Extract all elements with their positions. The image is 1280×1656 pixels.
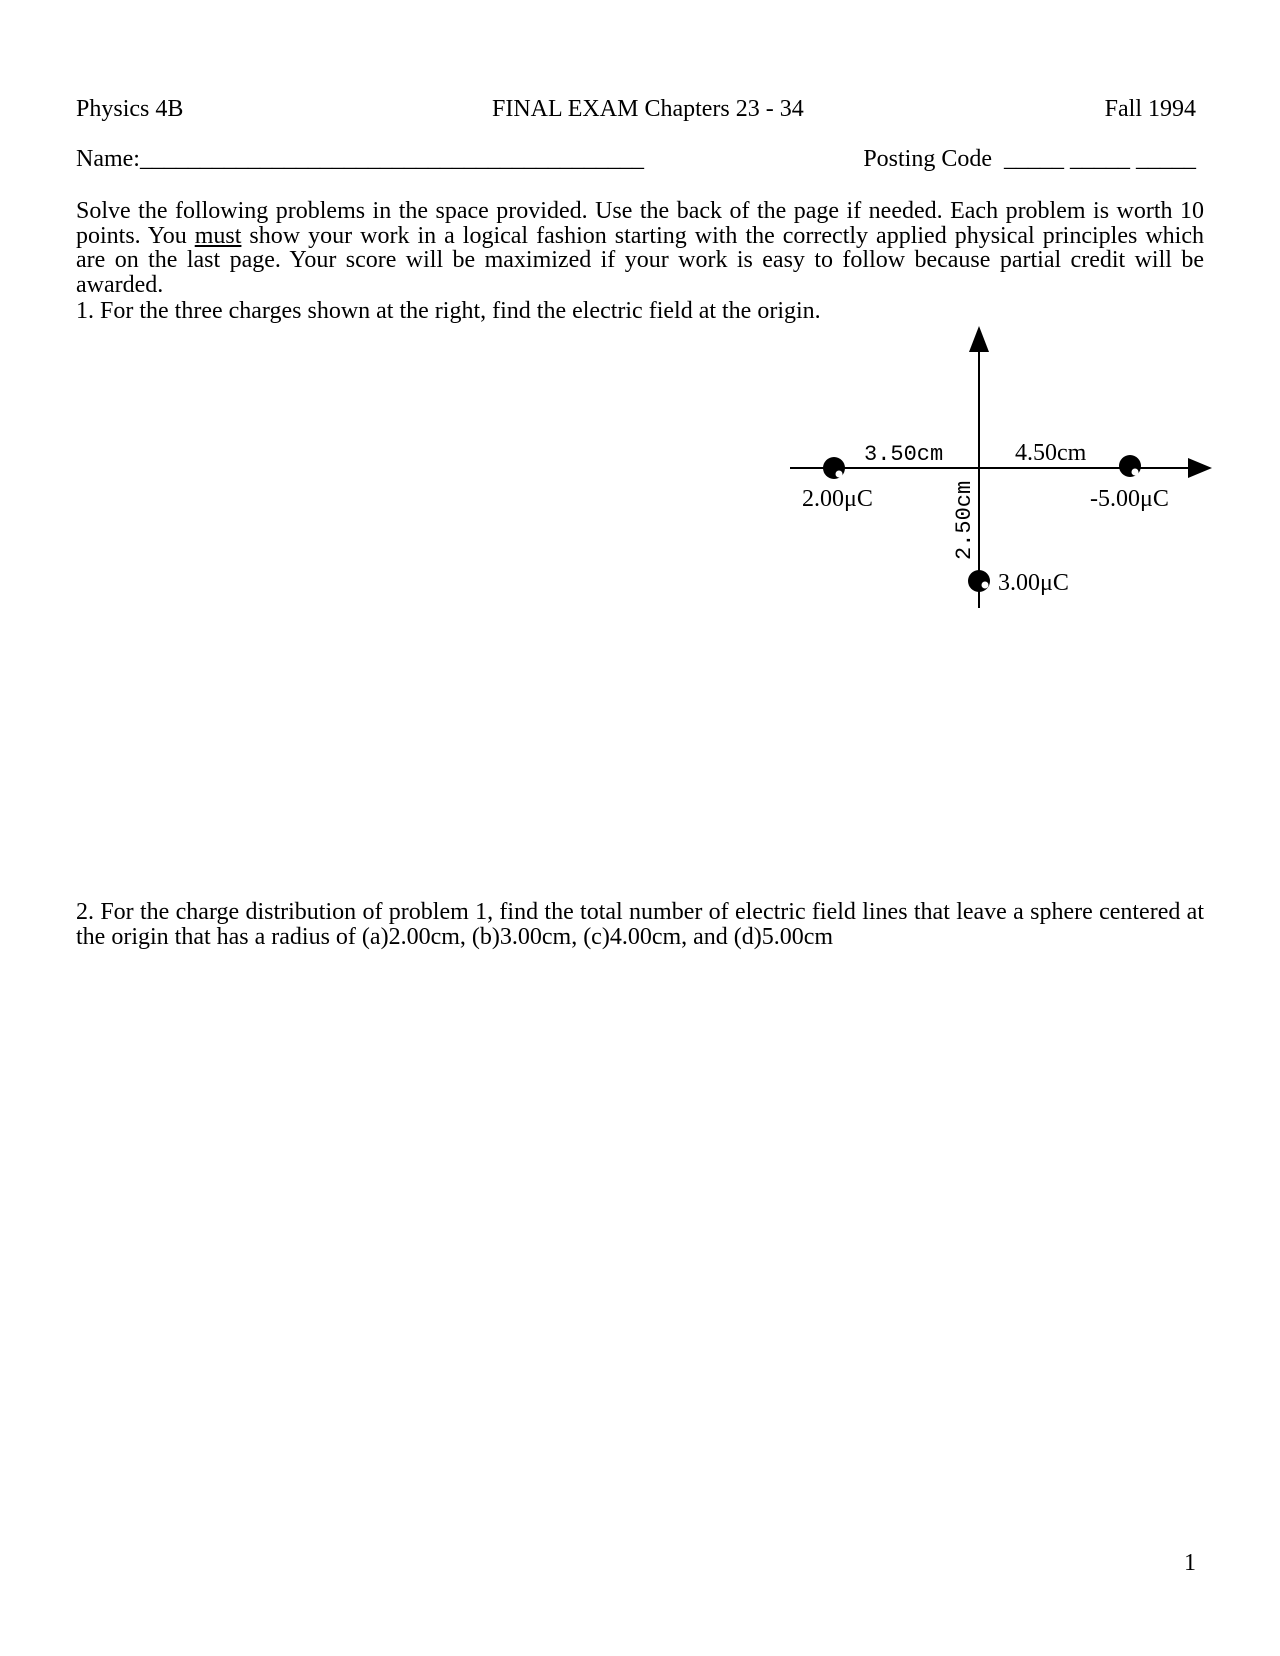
problem-1-text: 1. For the three charges shown at the right, find the electric field at the origin.: [76, 298, 821, 324]
exam-title: FINAL EXAM Chapters 23 - 34: [492, 96, 804, 122]
charge-marker-right: [1119, 455, 1141, 477]
charge-marker-bottom: [968, 570, 990, 592]
charge-marker-left: [823, 457, 845, 479]
page-number: 1: [1184, 1550, 1196, 1576]
charge-bottom-label: 3.00μC: [998, 570, 1069, 596]
posting-code-blanks[interactable]: _____ _____ _____: [1004, 146, 1196, 172]
problem-2-text: 2. For the charge distribution of problem 1, find the total number of electric field lines that leave a sphere centered at the origin that has a radius of (a)2.00cm, (b)3.00cm, (c)4.00cm, and (d)5.00cm: [76, 899, 1204, 950]
instructions-emphasis: must: [194, 222, 242, 249]
course-label: Physics 4B: [76, 96, 184, 122]
instructions-text-1: Solve the following problems in the space provided. Use the back of the page if needed. Each problem is worth 10 points. You: [76, 198, 1204, 249]
posting-code-label: Posting Code: [863, 146, 992, 172]
distance-right-label: 4.50cm: [1015, 440, 1087, 466]
term-label: Fall 1994: [1104, 96, 1196, 122]
x-axis-arrowhead: [1188, 458, 1212, 478]
distance-down-label: 2.50cm: [952, 480, 977, 560]
name-blank[interactable]: __________________________________________: [139, 146, 644, 172]
charge-right-label: -5.00μC: [1090, 486, 1169, 512]
instructions-text-2: show your work in a logical fashion starting with the correctly applied physical principles which are on the last page. Your score will be maximized if your work is easy to follow because partial credit will be awarded.: [76, 222, 1204, 298]
distance-left-label: 3.50cm: [864, 442, 944, 467]
name-label: Name:: [76, 146, 140, 172]
y-axis-arrowhead: [969, 326, 989, 352]
charge-left-label: 2.00μC: [802, 486, 873, 512]
